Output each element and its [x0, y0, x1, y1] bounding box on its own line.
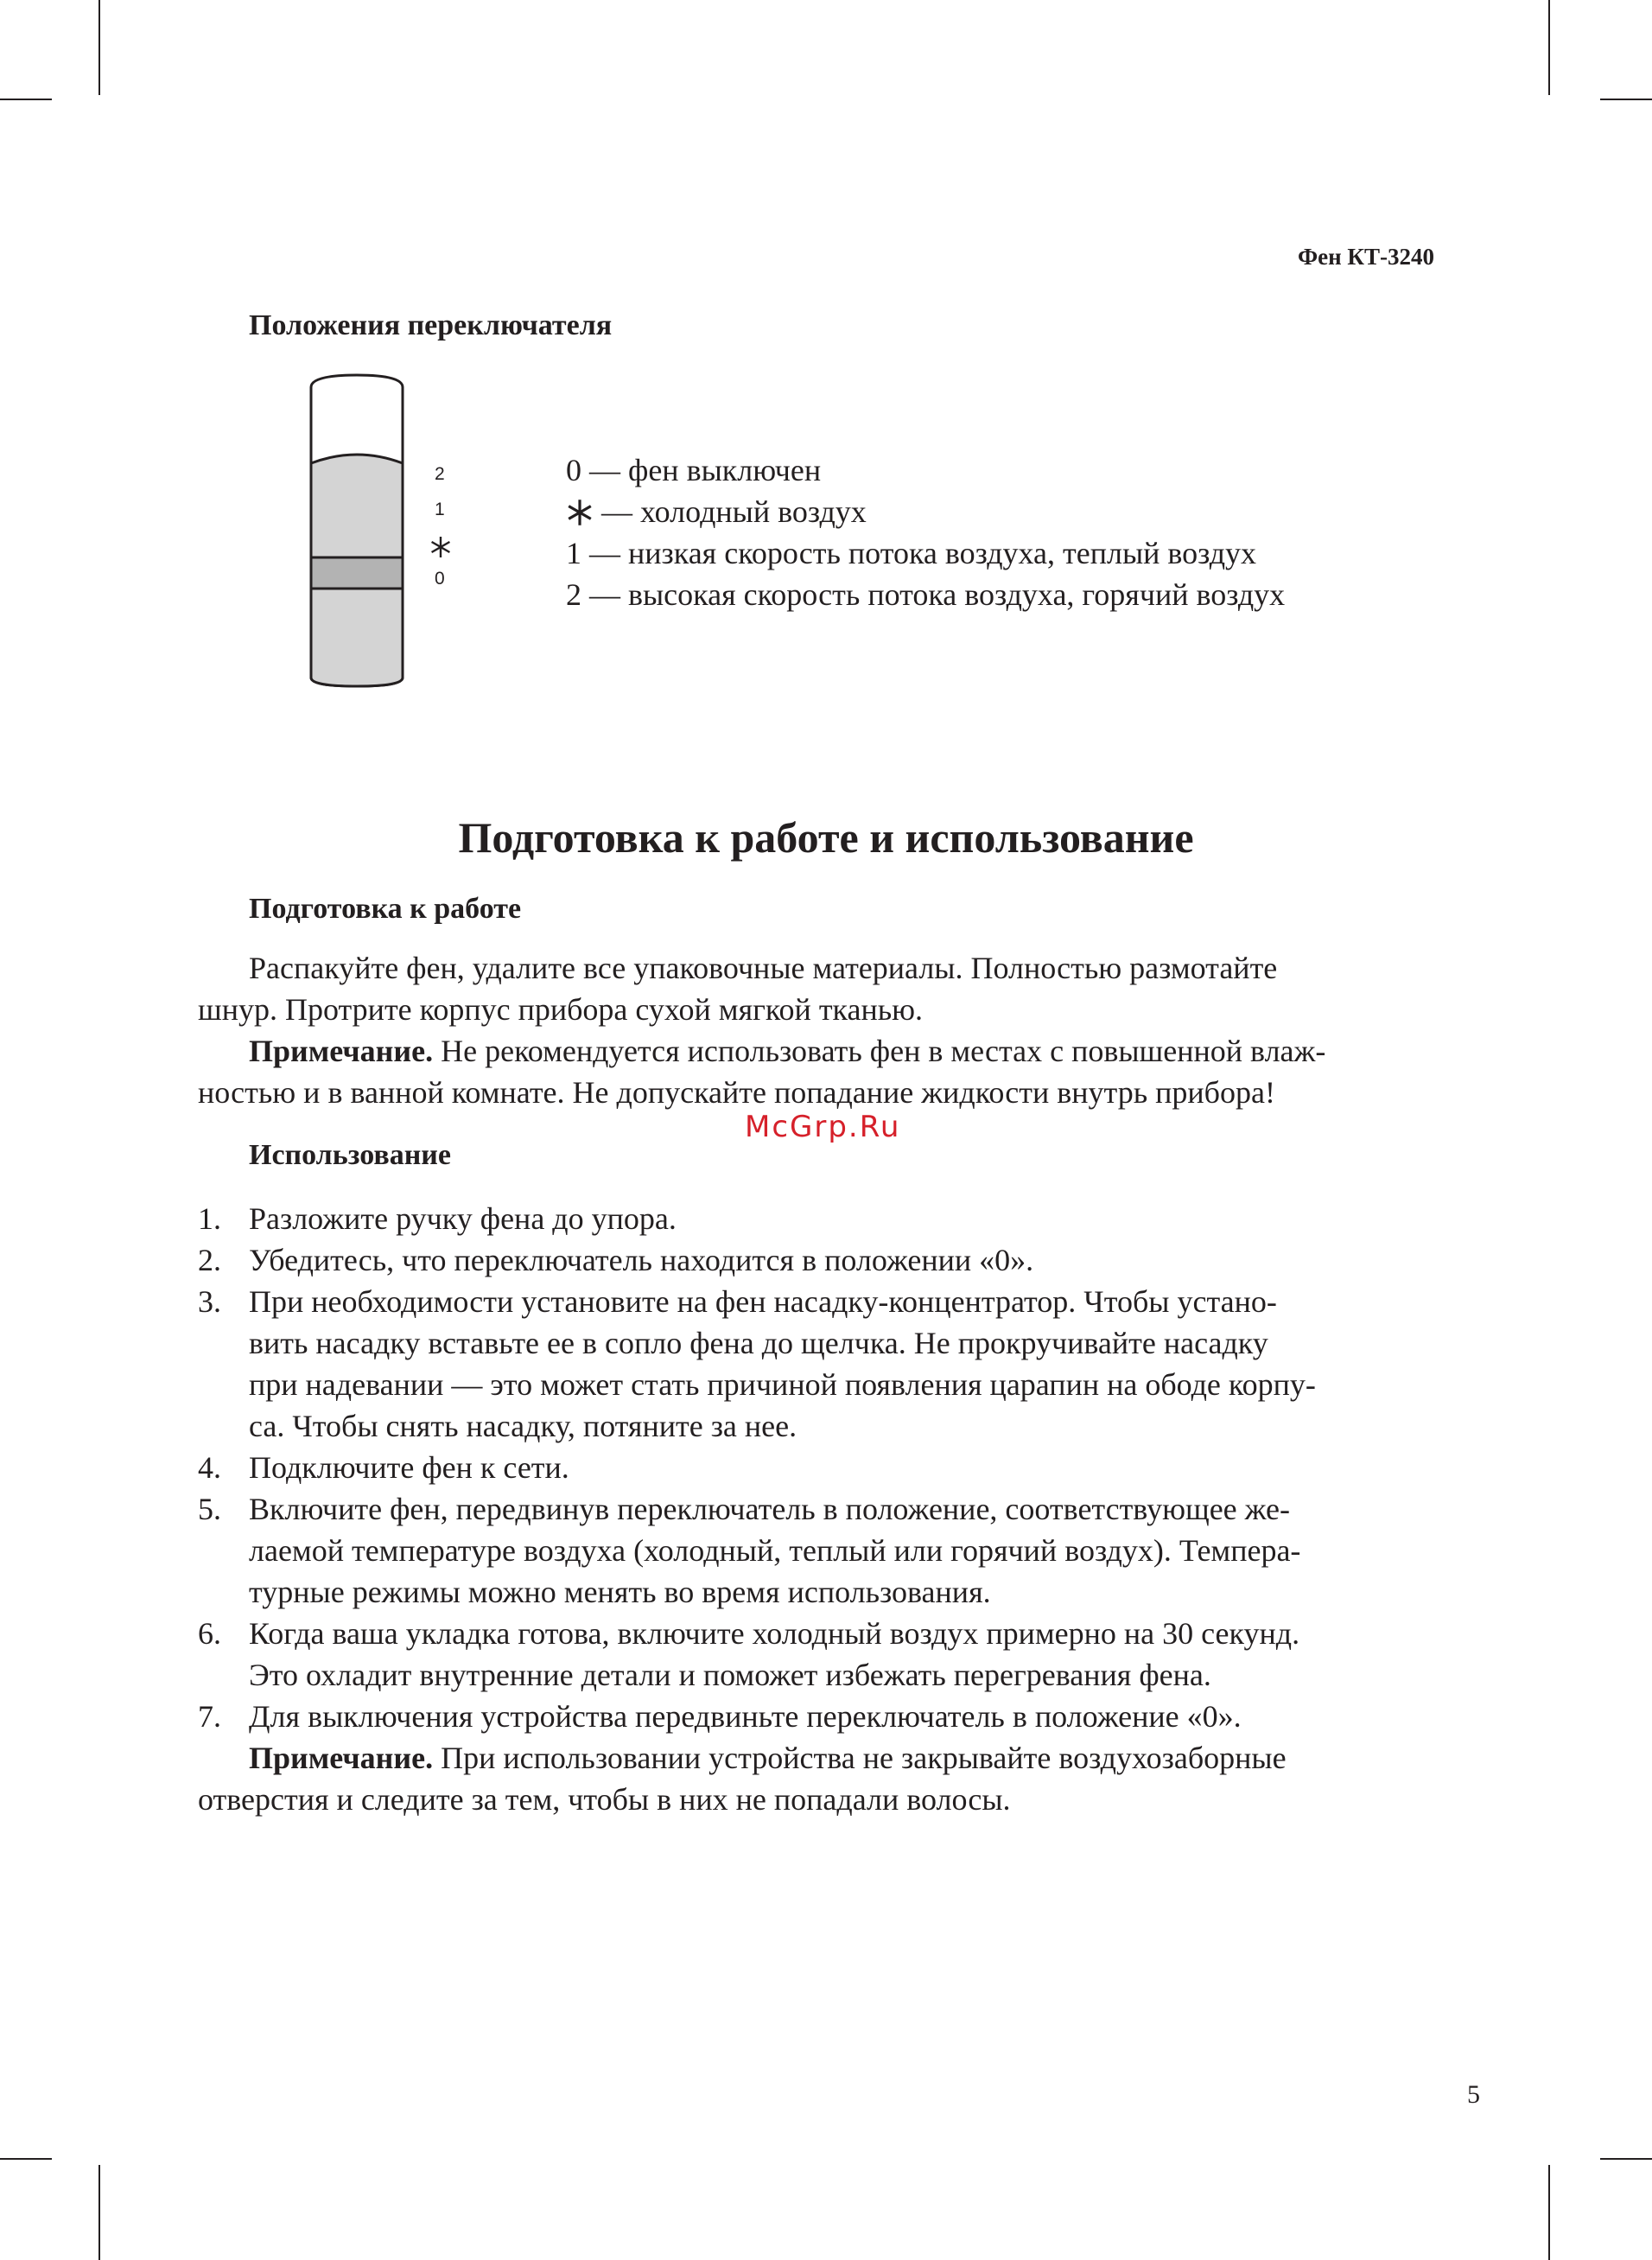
legend-item: 1 — низкая скорость потока воздуха, теплый воздух [566, 536, 1257, 570]
usage-note: Примечание. При использовании устройства не закрывайте воздухозаборные отверстия и следите за тем, чтобы в них не попадали волосы. [198, 1741, 1287, 1817]
crop-mark [1600, 2158, 1652, 2160]
legend-item: 2 — высокая скорость потока воздуха, горячий воздух [566, 577, 1286, 612]
preparation-text: Распакуйте фен, удалите все упаковочные материалы. Полностью размотайте шнур. Протрите корпус прибора сухой мягкой тканью. Примечание. Не рекомендуется использовать фен в местах с повышенной влаж- ностью и в ванной комнате. Не допускайте попадание жидкости внутрь прибора! [198, 951, 1326, 1110]
snowflake-icon [566, 499, 594, 526]
crop-mark [98, 0, 100, 95]
page-number: 5 [1467, 2080, 1480, 2109]
crop-mark [1548, 2165, 1550, 2260]
switch-positions-heading: Положения переключателя [249, 309, 613, 341]
figure-label-0: 0 [435, 569, 445, 589]
crop-mark [98, 2165, 100, 2260]
switch-diagram [307, 370, 419, 690]
model-header: Фен КТ-3240 [1297, 244, 1434, 270]
preparation-heading: Подготовка к работе [249, 893, 522, 925]
list-item: 3. При необходимости установите на фен насадку-концентратор. Чтобы устано- вить насадку вставьте ее в сопло фена до щелчка. Не прокручивайте насадку при надевании — это может стать причиной появления царапин на ободе корпу- са. Чтобы снять насадку, потяните за нее. [198, 1284, 1316, 1443]
legend-item: 0 — фен выключен [566, 453, 822, 487]
figure-label-2: 2 [435, 464, 445, 484]
crop-mark [1600, 99, 1652, 100]
note-label: Примечание. [249, 1741, 434, 1775]
list-item: 6. Когда ваша укладка готова, включите холодный воздух примерно на 30 секунд. Это охладит внутренние детали и поможет избежать перегревания фена. [198, 1616, 1300, 1692]
list-item: 4. Подключите фен к сети. [198, 1450, 569, 1485]
section-title: Подготовка к работе и использование [458, 813, 1194, 862]
figure-label-1: 1 [435, 500, 445, 519]
note-label: Примечание. [249, 1034, 434, 1068]
crop-mark [0, 99, 52, 100]
list-item: 7. Для выключения устройства передвиньте переключатель в положение «0». [198, 1699, 1242, 1734]
crop-mark [1548, 0, 1550, 95]
list-item: 5. Включите фен, передвинув переключатель в положение, соответствующее же- лаемой температуре воздуха (холодный, теплый или горячий воздух). Темпера- турные режимы можно менять во время использования. [198, 1492, 1301, 1609]
watermark: McGrp.Ru [745, 1110, 901, 1144]
legend-item: — холодный воздух [566, 491, 1285, 532]
crop-mark [0, 2158, 52, 2160]
usage-heading: Использование [249, 1139, 451, 1171]
snowflake-icon [429, 536, 452, 558]
list-item: 1. Разложите ручку фена до упора. [198, 1201, 677, 1236]
usage-steps-list [198, 1198, 1459, 1820]
list-item: 2. Убедитесь, что переключатель находится в положении «0». [198, 1243, 1034, 1277]
switch-legend [566, 449, 1285, 615]
